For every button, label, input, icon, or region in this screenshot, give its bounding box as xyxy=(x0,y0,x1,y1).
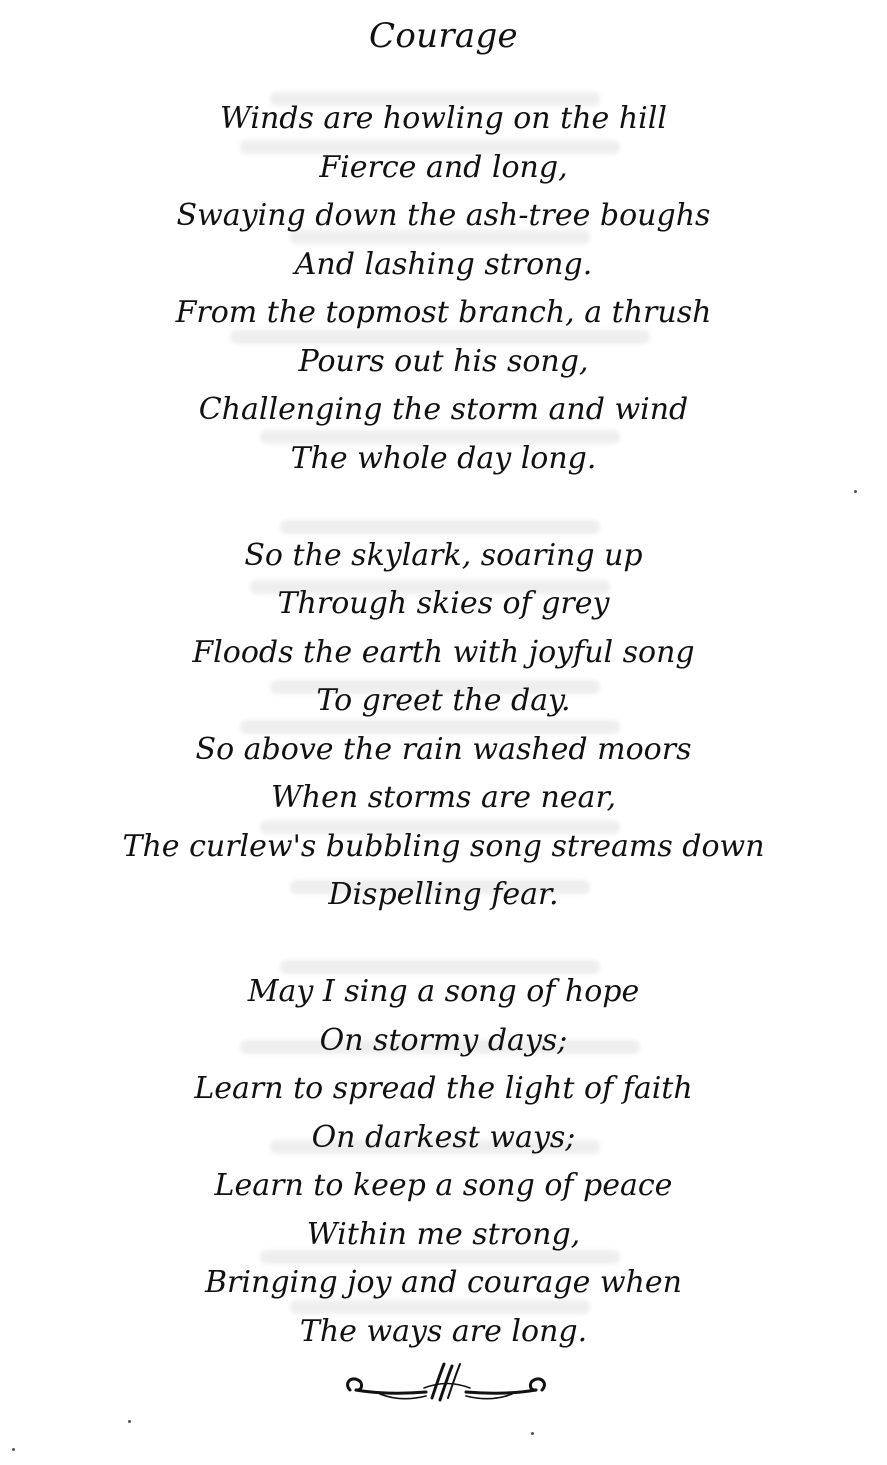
paper-speck xyxy=(854,490,857,493)
poem-line: From the topmost branch, a thrush xyxy=(175,295,712,330)
stanza-1 xyxy=(0,95,887,483)
poem-line: So the skylark, soaring up xyxy=(244,537,643,573)
poem-line: May I sing a song of hope xyxy=(247,974,640,1009)
poem-line: The whole day long. xyxy=(290,440,597,476)
poem-line: Bringing joy and courage when xyxy=(205,1265,682,1300)
poem-line: So above the rain washed moors xyxy=(195,731,692,767)
poem-line: Winds are howling on the hill xyxy=(220,101,667,136)
poem-line: Swaying down the ash-tree boughs xyxy=(176,198,711,233)
poem-line: Through skies of grey xyxy=(277,586,610,621)
poem-line: Challenging the storm and wind xyxy=(198,392,689,427)
scroll-flourish-icon xyxy=(340,1358,552,1408)
paper-speck xyxy=(128,1420,131,1423)
poem-body xyxy=(0,95,887,1356)
poem-line: The ways are long. xyxy=(299,1313,588,1349)
poem-line: Fierce and long, xyxy=(319,149,568,185)
poem-line: Dispelling fear. xyxy=(328,877,559,912)
poem-line: Learn to keep a song of peace xyxy=(214,1168,673,1203)
poem-line: Floods the earth with joyful song xyxy=(192,634,695,670)
poem-title: Courage xyxy=(369,16,518,56)
poem-line: On darkest ways; xyxy=(311,1119,576,1155)
poem-line: Pours out his song, xyxy=(298,343,589,379)
paper-speck xyxy=(531,1432,534,1435)
poem-line: Learn to spread the light of faith xyxy=(194,1071,693,1106)
poem-line: On stormy days; xyxy=(319,1022,568,1058)
poem-line: To greet the day. xyxy=(316,683,571,718)
poem-line: The curlew's bubbling song streams down xyxy=(122,828,765,864)
poem-line: And lashing strong. xyxy=(294,246,593,282)
paper-speck xyxy=(12,1448,15,1451)
stanza-3 xyxy=(0,968,887,1356)
poem-line: When storms are near, xyxy=(270,780,617,815)
stanza-2 xyxy=(0,532,887,920)
poem-line: Within me strong, xyxy=(306,1216,581,1252)
